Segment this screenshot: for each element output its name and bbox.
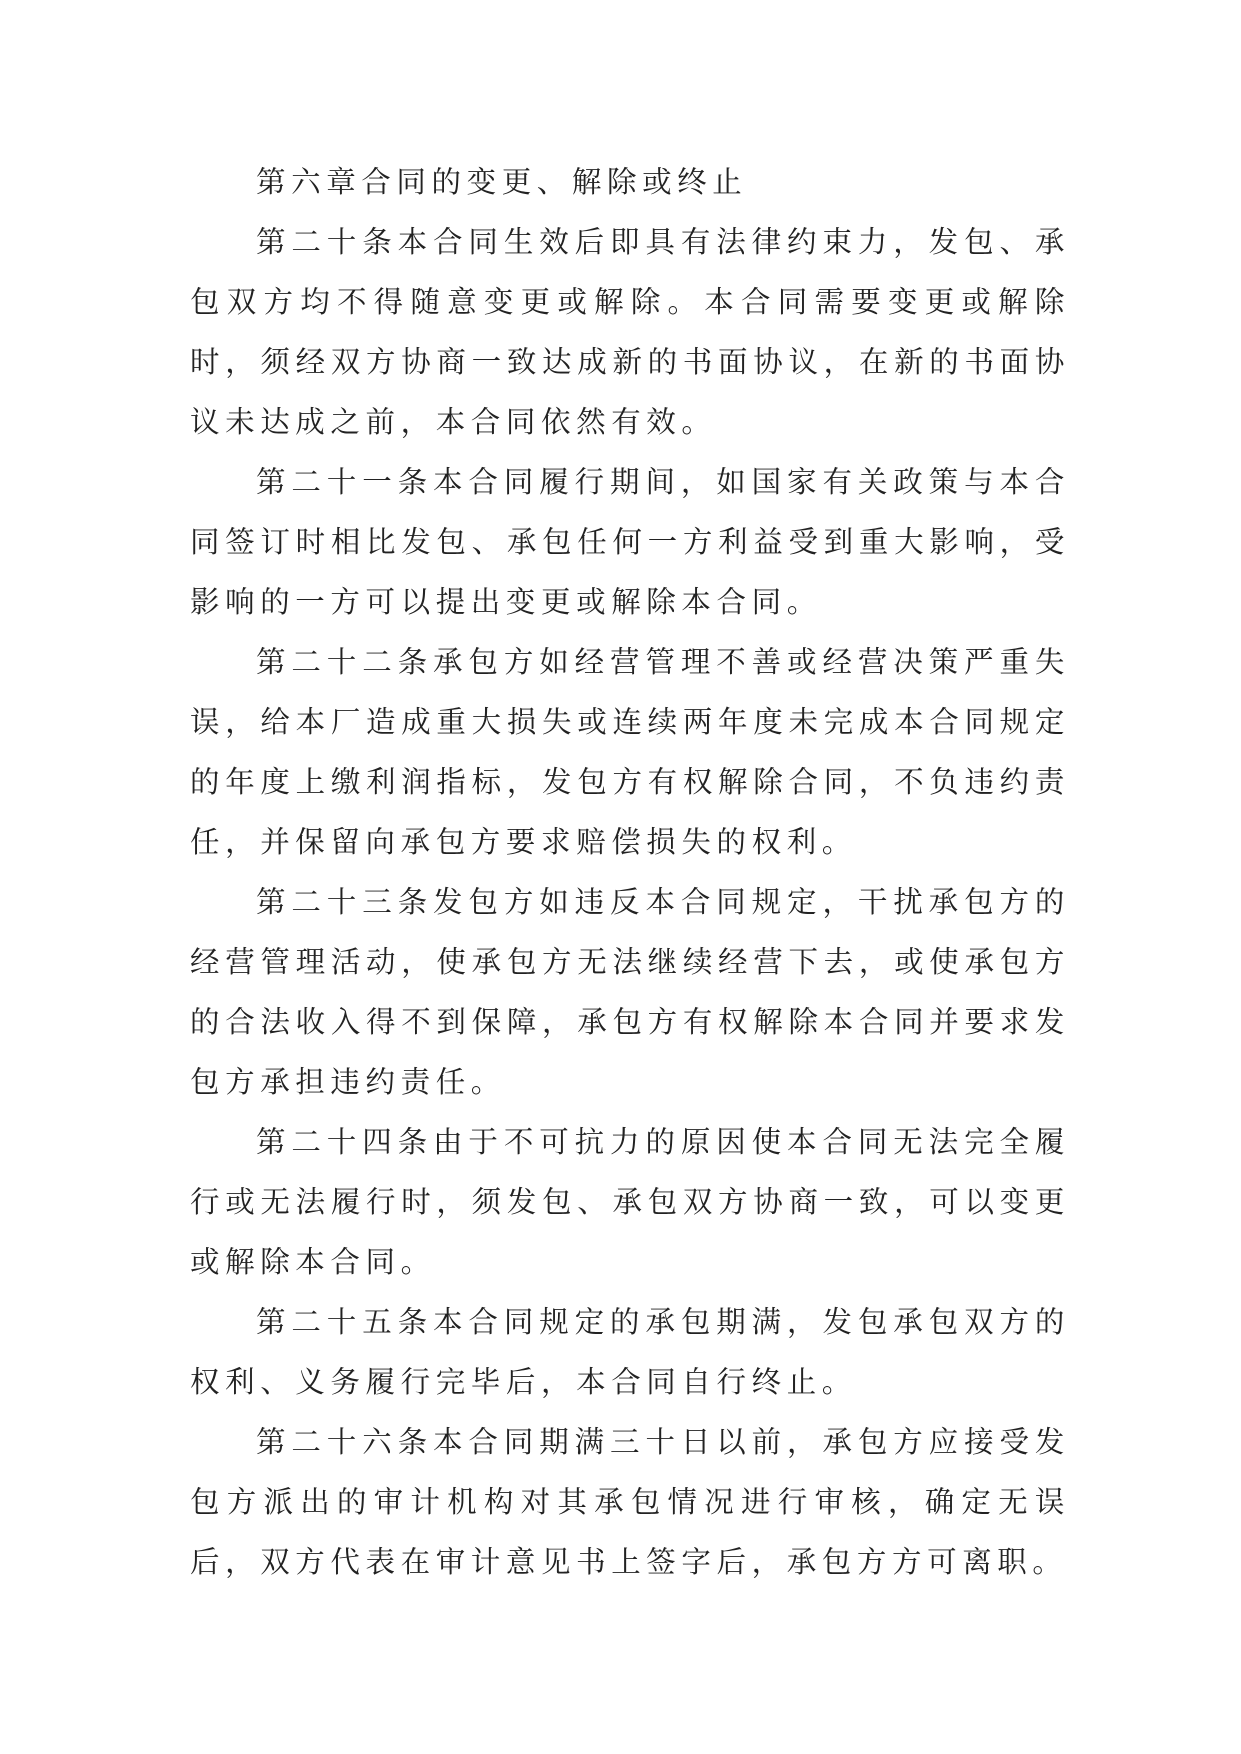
article-20: 第二十条本合同生效后即具有法律约束力，发包、承包双方均不得随意变更或解除。本合同需要变更或解除时，须经双方协商一致达成新的书面协议，在新的书面协议未达成之前，本合同依然有效。 <box>190 225 1070 439</box>
chapter-heading: 第六章合同的变更、解除或终止 <box>256 165 748 199</box>
article-21: 第二十一条本合同履行期间，如国家有关政策与本合同签订时相比发包、承包任何一方利益受到重大影响，受影响的一方可以提出变更或解除本合同。 <box>190 465 1070 619</box>
article-23: 第二十三条发包方如违反本合同规定，干扰承包方的经营管理活动，使承包方无法继续经营下去，或使承包方的合法收入得不到保障，承包方有权解除本合同并要求发包方承担违约责任。 <box>190 885 1070 1099</box>
document-body <box>190 152 1070 1592</box>
article-25: 第二十五条本合同规定的承包期满，发包承包双方的权利、义务履行完毕后，本合同自行终止。 <box>190 1305 1070 1399</box>
article-26: 第二十六条本合同期满三十日以前，承包方应接受发包方派出的审计机构对其承包情况进行审核，确定无误后，双方代表在审计意见书上签字后，承包方方可离职。 <box>190 1425 1070 1579</box>
article-22: 第二十二条承包方如经营管理不善或经营决策严重失误，给本厂造成重大损失或连续两年度未完成本合同规定的年度上缴利润指标，发包方有权解除合同，不负违约责任，并保留向承包方要求赔偿损失的权利。 <box>190 645 1070 859</box>
article-24: 第二十四条由于不可抗力的原因使本合同无法完全履行或无法履行时，须发包、承包双方协商一致，可以变更或解除本合同。 <box>190 1125 1070 1279</box>
